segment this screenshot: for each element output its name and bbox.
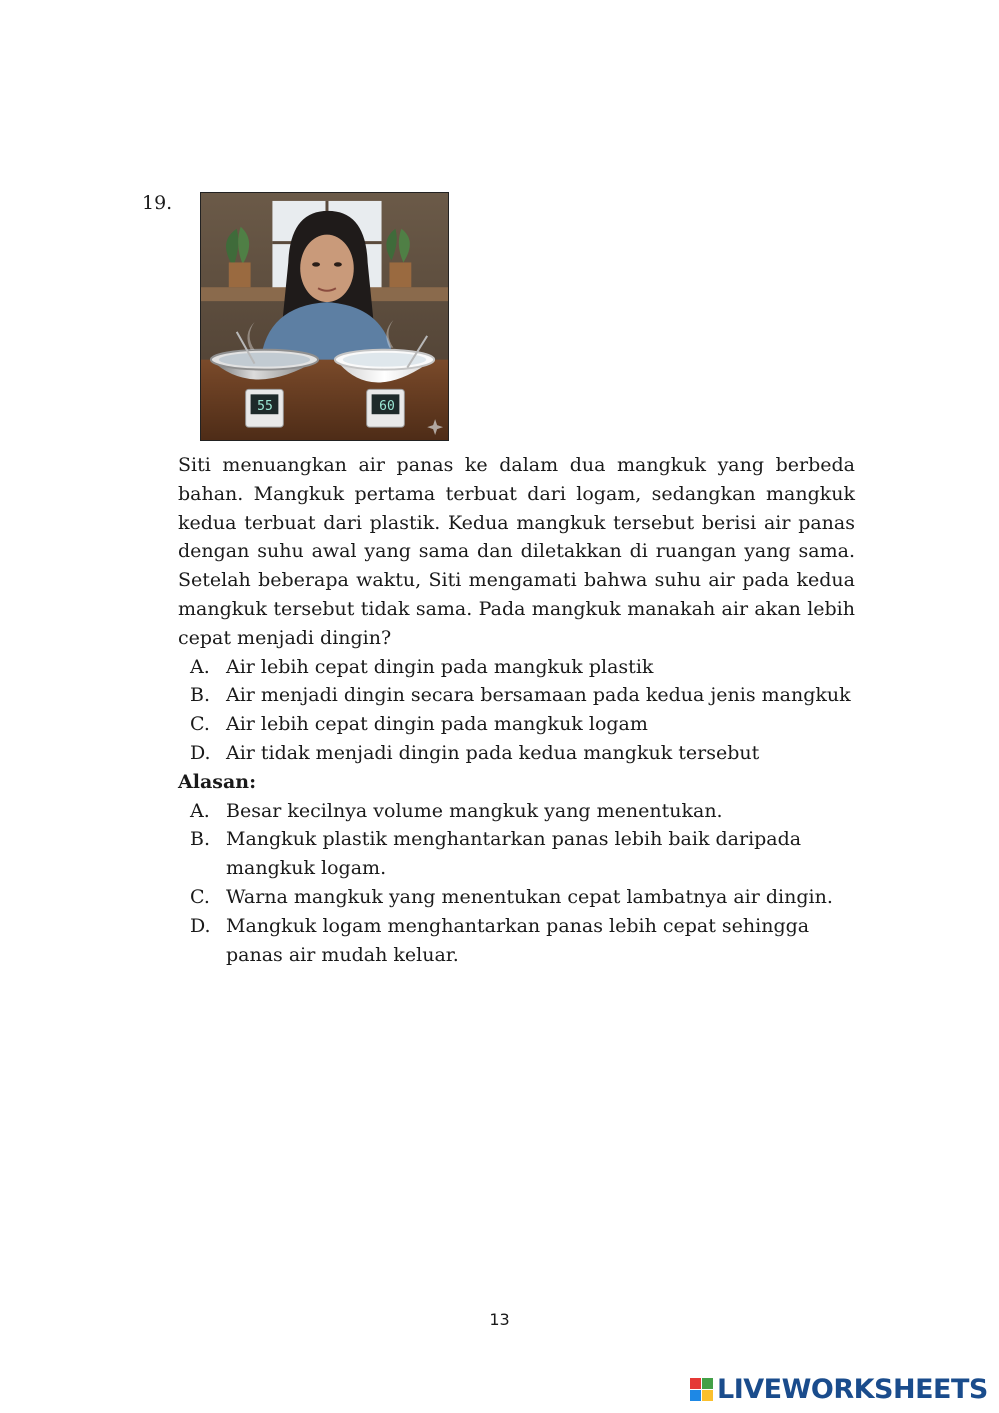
option-letter: B. — [190, 828, 211, 851]
reason-title: Alasan: — [178, 770, 257, 793]
answer-option-c[interactable] — [178, 710, 855, 739]
answer-option-d[interactable] — [178, 739, 855, 768]
reason-option-b[interactable] — [178, 825, 855, 883]
reason-options — [178, 797, 855, 970]
liveworksheets-wordmark: LIVEWORKSHEETS — [717, 1374, 988, 1405]
option-letter: A. — [190, 655, 210, 678]
answer-option-a[interactable] — [178, 653, 855, 682]
thermometer-right-reading: 60 — [379, 399, 395, 414]
liveworksheets-logo[interactable] — [690, 1374, 988, 1405]
question-photo — [200, 192, 449, 441]
question-number: 19. — [142, 192, 173, 214]
logo-tile — [690, 1378, 701, 1389]
reason-option-d[interactable] — [178, 912, 855, 970]
reason-option-a[interactable] — [178, 797, 855, 826]
option-letter: C. — [190, 885, 210, 908]
option-text: Air menjadi dingin secara bersamaan pada kedua jenis mangkuk — [226, 684, 851, 707]
question-text: Siti menuangkan air panas ke dalam dua mangkuk yang berbeda bahan. Mangkuk pertama terbuat dari logam, sedangkan mangkuk kedua terbuat dari plastik. Kedua mangkuk tersebut berisi air panas dengan suhu awal yang sama dan diletakkan di ruangan yang sama. Setelah beberapa waktu, Siti mengamati bahwa suhu air pada kedua mangkuk tersebut tidak sama. Pada mangkuk manakah air akan lebih cepat menjadi dingin? — [178, 454, 855, 649]
answer-options — [178, 653, 855, 768]
logo-tile — [702, 1390, 713, 1401]
logo-tile — [702, 1378, 713, 1389]
option-text: Mangkuk plastik menghantarkan panas lebih baik daripada mangkuk logam. — [226, 828, 802, 880]
option-text: Air lebih cepat dingin pada mangkuk plastik — [226, 655, 654, 678]
option-letter: A. — [190, 799, 210, 822]
option-letter: B. — [190, 684, 211, 707]
logo-tile — [690, 1390, 701, 1401]
answer-option-b[interactable] — [178, 681, 855, 710]
option-text: Air tidak menjadi dingin pada kedua mangkuk tersebut — [226, 741, 760, 764]
question-content — [178, 451, 855, 969]
option-text: Air lebih cepat dingin pada mangkuk logam — [226, 713, 648, 736]
option-letter: C. — [190, 713, 210, 736]
option-text: Mangkuk logam menghantarkan panas lebih cepat sehingga panas air mudah keluar. — [226, 914, 810, 966]
thermometer-left-reading: 55 — [257, 399, 273, 414]
liveworksheets-icon — [690, 1378, 713, 1401]
reason-option-c[interactable] — [178, 883, 855, 912]
option-text: Warna mangkuk yang menentukan cepat lambatnya air dingin. — [226, 885, 833, 908]
option-text: Besar kecilnya volume mangkuk yang menentukan. — [226, 799, 723, 822]
option-letter: D. — [190, 914, 211, 937]
page-number: 13 — [489, 1310, 510, 1329]
option-letter: D. — [190, 741, 211, 764]
